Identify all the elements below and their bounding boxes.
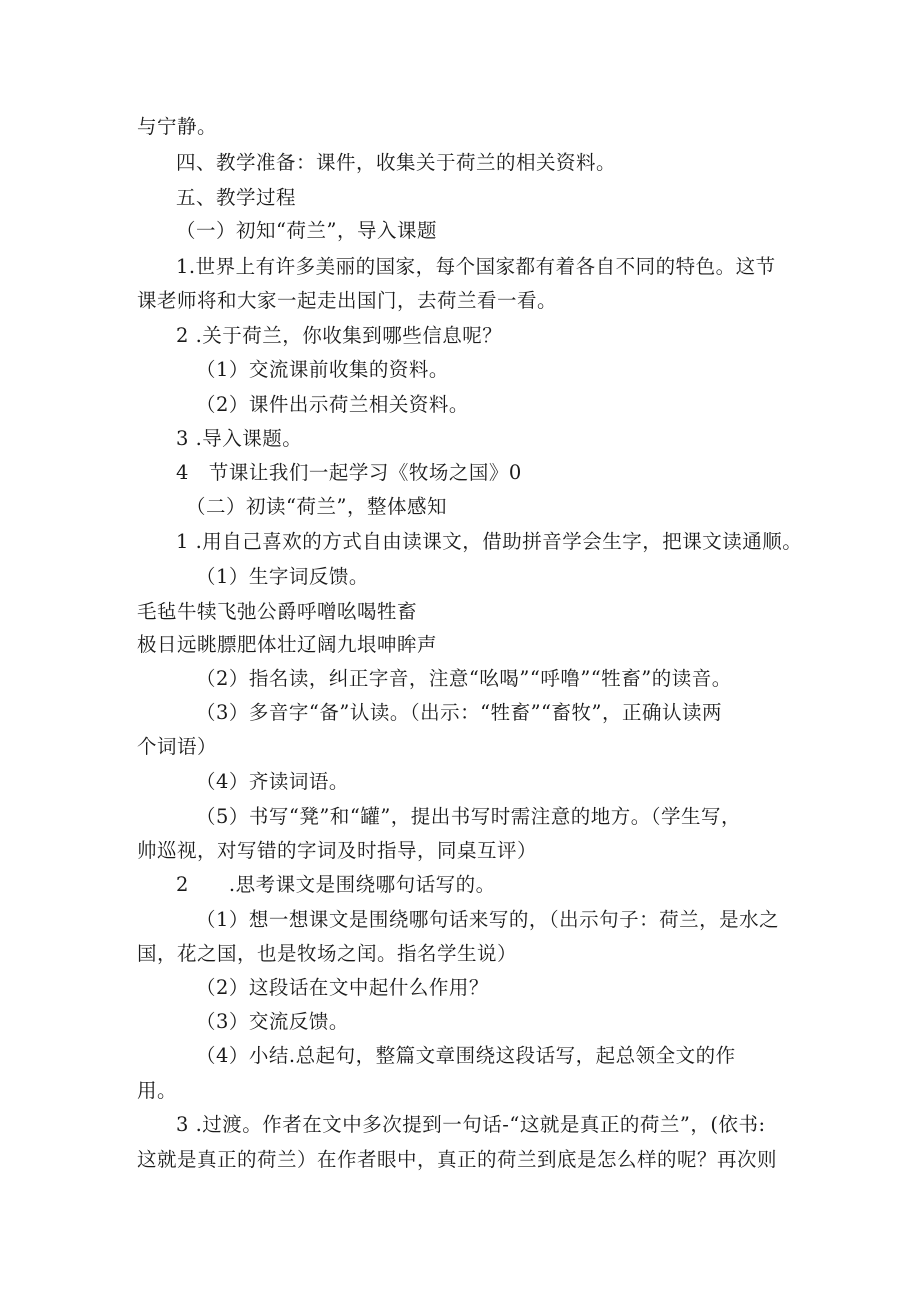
text-line-read-sub-5-cont: 帅巡视，对写错的字词及时指导，同桌互评） — [137, 839, 538, 862]
text-line-item-2: 2 .关于荷兰，你收集到哪些信息呢？ — [176, 324, 503, 347]
text-line-vocab-2: 极日远眺膘肥体壮辽阔九垠呻眸声 — [137, 633, 438, 656]
text-line-think-sub-1: （1）想一想课文是围绕哪句话来写的，（出示句子：荷兰，是水之 — [196, 908, 780, 931]
text-line-teaching-prep: 四、教学准备：课件，收集关于荷兰的相关资料。 — [176, 151, 617, 174]
text-line-section-one: （一）初知“荷兰”，导入课题 — [176, 219, 437, 242]
text-line-think-sub-4: （4）小结.总起句，整篇文章围绕这段话写，起总领全文的作 — [196, 1044, 736, 1067]
text-line-transition-3: 3 .过渡。作者在文中多次提到一句话-“这就是真正的荷兰”，(依书: — [176, 1113, 766, 1136]
text-line-continuation: 与宁静。 — [137, 115, 218, 138]
text-line-read-sub-1: （1）生字词反馈。 — [196, 565, 369, 588]
text-line-read-sub-3: （3）多音字“备”认读。（出示：“牲畜”“畜牧”，正确认读两 — [196, 701, 722, 724]
text-line-read-1: 1 .用自己喜欢的方式自由读课文，借助拼音学会生字，把课文读通顺。 — [176, 530, 803, 553]
text-line-item-1-cont: 课老师将和大家一起走出国门，去荷兰看一看。 — [137, 289, 558, 312]
text-line-think-sub-1-cont: 国，花之国，也是牧场之闰。指名学生说） — [137, 942, 518, 965]
text-line-read-sub-5: （5）书写“凳”和“罐”，提出书写时需注意的地方。（学生写， — [196, 805, 742, 828]
text-line-read-sub-3-cont: 个词语） — [137, 735, 218, 758]
text-line-item-3: 3 .导入课题。 — [176, 427, 303, 450]
text-line-transition-3-cont: 这就是真正的荷兰）在作者眼中，真正的荷兰到底是怎么样的呢？再次则 — [137, 1148, 778, 1171]
text-line-item-1: 1.世界上有许多美丽的国家，每个国家都有着各自不同的特色。这节 — [176, 255, 776, 278]
text-line-read-sub-4: （4）齐读词语。 — [196, 770, 349, 793]
text-line-item-4: 4 节课让我们一起学习《牧场之国》0 — [176, 461, 522, 484]
text-line-think-sub-2: （2）这段话在文中起什么作用？ — [196, 976, 489, 999]
text-line-vocab-1: 毛毡牛犊飞弛公爵呼噌吆喝牲畜 — [137, 600, 418, 623]
text-line-teaching-process: 五、教学过程 — [176, 186, 297, 209]
text-line-think-sub-4-cont: 用。 — [137, 1079, 178, 1102]
text-line-section-two: （二）初读“荷兰”，整体感知 — [186, 495, 447, 518]
text-line-sub-1: （1）交流课前收集的资料。 — [196, 358, 449, 381]
text-line-read-sub-2: （2）指名读，纠正字音，注意“吆喝”“呼噜”“牲畜”的读音。 — [196, 667, 732, 690]
text-line-think-2: 2 .思考课文是围绕哪句话写的。 — [176, 873, 496, 896]
text-line-think-sub-3: （3）交流反馈。 — [196, 1010, 349, 1033]
text-line-sub-2: （2）课件出示荷兰相关资料。 — [196, 393, 469, 416]
